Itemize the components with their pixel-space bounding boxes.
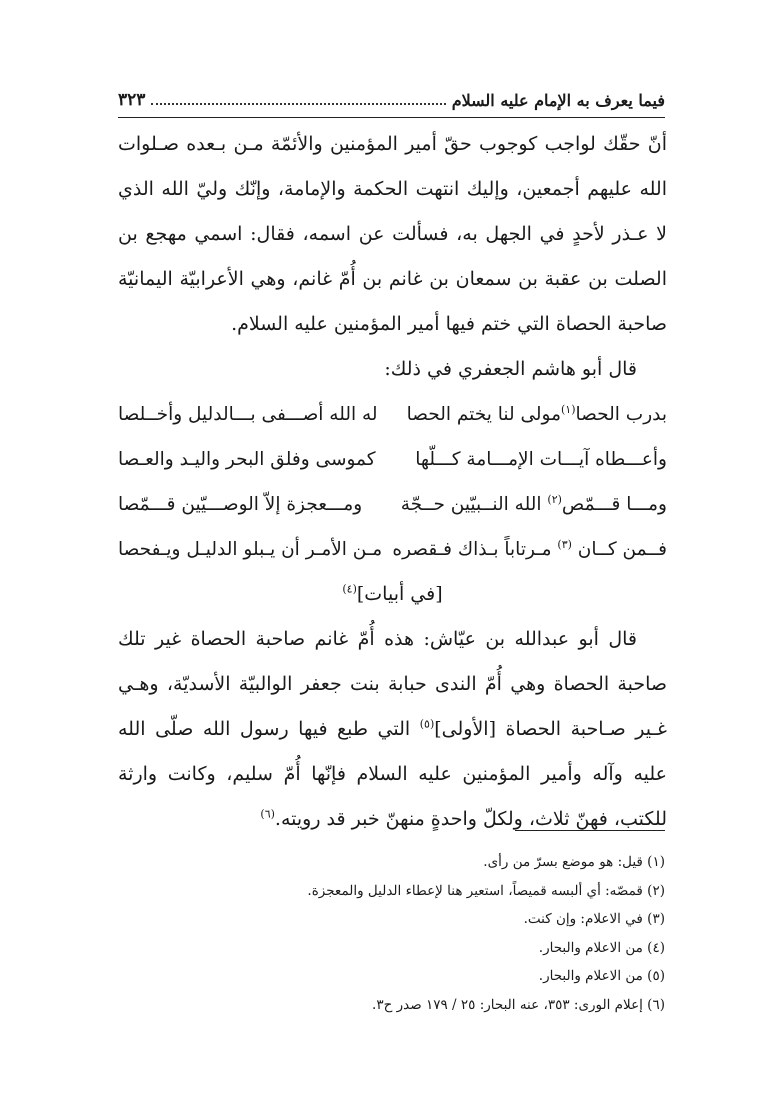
- verse-first-hemistich: ومـــا قـــمّص$^{(٢)}$ الله النــبيّين حــجّة: [400, 492, 667, 515]
- paragraph-2: قال أبو هاشم الجعفري في ذلك:: [384, 358, 637, 380]
- verse-second-hemistich: له الله أصـــفى بـــالدليل وأخــلصا: [118, 404, 378, 425]
- footnote-ref: (١): [560, 402, 576, 416]
- verse-first-hemistich: وأعـــطاه آيـــات الإمـــامة كـــلّها: [415, 449, 667, 470]
- verse-line: [118, 437, 667, 482]
- paragraph-1: أنّ حقّك لواجب كوجوب حقّ أمير المؤمنين والأئمّة مـن بـعده صـلوات الله عليهم أجمعين، وإليك انتهت الحكمة والإمامة، وإنّك وليّ الله الذي لا عـذر لأحدٍ في الجهل به، فسألت عن اسمه، فقال: اسمي مهجع بن الصلت بن عقبة بن سمعان بن غانم بن أُمّ غانم، وهي الأعرابيّة اليمانيّة صاحبة الحصاة التي ختم فيها أمير المؤمنين عليه السلام.: [118, 133, 667, 335]
- page-number: ٣٢٣: [118, 90, 146, 110]
- main-text: [118, 122, 667, 842]
- paragraph-3: قال أبو عبدالله بن عيّاش: هذه أُمّ غانم صاحبة الحصاة غير تلك صاحبة الحصاة وهي أُمّ الندى حبابة بنت جعفر الوالبيّة الأسديّة، وهـي غـير صـاحبة الحصاة [الأولى]$^{(٥)}$ التي طبع فيها رسول الله صلّى الله عليه وآله وأمير المؤمنين عليه السلام فإنّها أُمّ سليم، وكانت وارثة للكتب، فهنّ ثلاث، ولكلّ واحدةٍ منهنّ خبر قد رويته.$^{(٦)}$: [118, 628, 667, 830]
- verse-line: [118, 392, 667, 437]
- header-title: فيما يعرف به الإمام عليه السلام: [451, 90, 665, 110]
- verse-second-hemistich: كموسى وفلق البحر واليـد والعـصا: [118, 449, 376, 470]
- header-leader-dots: [151, 103, 445, 105]
- verse-note: [في أبيات]$^{(٤)}$: [342, 582, 443, 605]
- footnote: (٣) في الاعلام: وإن كنت.: [523, 911, 665, 927]
- verse-first-hemistich: بدرب الحصا$^{(١)}$مولى لنا يختم الحصا: [406, 402, 667, 425]
- footnote-ref: (٥): [419, 717, 435, 731]
- verse-second-hemistich: مـن الأمـر أن يـبلو الدليـل ويـفحصا: [118, 539, 383, 560]
- header-rule: [118, 117, 665, 118]
- running-header: [118, 86, 665, 114]
- footnote: (٥) من الاعلام والبحار.: [538, 968, 665, 984]
- verse-line: [118, 527, 667, 572]
- footnote-ref: (٤): [342, 582, 357, 596]
- footnotes: [118, 848, 665, 1019]
- footnote: (١) قيل: هو موضع بسرّ من رأى.: [483, 854, 665, 870]
- footnote: (٦) إعلام الورى: ٣٥٣، عنه البحار: ٢٥ / ١٧٩ صدر ح٣.: [372, 996, 665, 1013]
- footnote-ref: (٢): [547, 492, 562, 506]
- verse-first-hemistich: فــمن كــان $^{(٣)}$ مـرتاباً بـذاك فـقصره: [392, 537, 667, 560]
- footnote-ref: (٦): [260, 807, 275, 821]
- verse-line: [118, 482, 667, 527]
- poem: [118, 392, 667, 617]
- footnote: (٤) من الاعلام والبحار.: [538, 939, 665, 956]
- footnote-separator: [515, 830, 665, 831]
- footnote: (٢) قمصّه: أي ألبسه قميصاً، استعير هنا لإعطاء الدليل والمعجزة.: [307, 882, 665, 899]
- footnote-ref: (٣): [557, 537, 572, 551]
- verse-second-hemistich: ومـــعجزة إلاّ الوصـــيّين قـــمّصا: [118, 494, 363, 515]
